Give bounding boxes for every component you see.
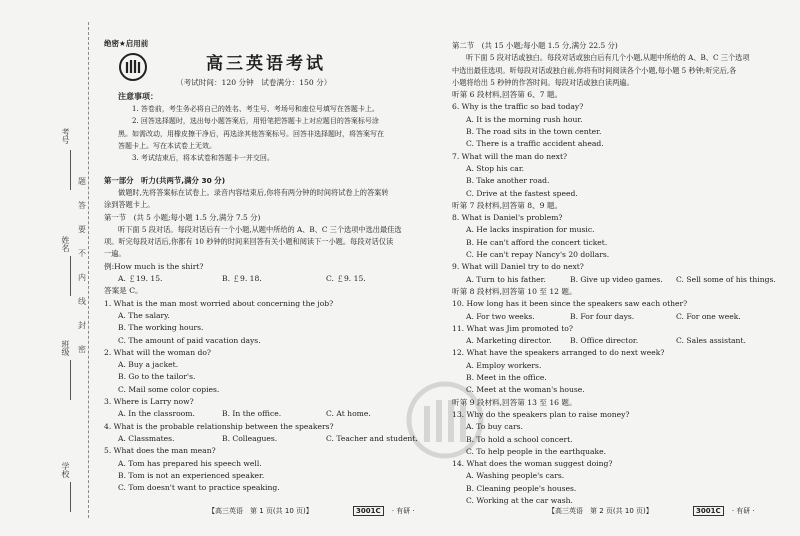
question-4: 4. What is the probable relationship between the speakers?: [104, 421, 334, 431]
option: C. Mail some color copies.: [118, 384, 220, 394]
option: B. To hold a school concert.: [466, 434, 573, 444]
option: A. It is the morning rush hour.: [466, 114, 583, 124]
publisher-tag: · 有研 ·: [731, 507, 755, 515]
option: C. Sales assistant.: [676, 336, 746, 346]
option: C. Working at the car wash.: [466, 495, 573, 505]
option: A. ￡19. 15.: [118, 274, 163, 284]
question-2: 2. What will the woman do?: [104, 347, 212, 357]
question-14: 14. What does the woman suggest doing?: [452, 459, 613, 469]
name-label: 姓名: [61, 236, 70, 252]
option: A. For two weeks.: [466, 311, 535, 321]
question-10-options: [452, 311, 792, 323]
question-11-options: [452, 335, 792, 347]
publisher-tag: · 有研 ·: [391, 507, 415, 515]
seal-char: 答: [78, 201, 86, 210]
question-6: 6. Why is the traffic so bad today?: [452, 102, 584, 112]
section1-heading: 第一节 (共 5 小题;每小题 1.5 分,满分 7.5 分): [104, 212, 261, 222]
option: C. The amount of paid vacation days.: [118, 335, 261, 345]
option: C. Tom doesn't want to practice speaking.: [118, 483, 280, 493]
question-12: 12. What have the speakers arranged to do next week?: [452, 348, 665, 358]
page-title: 高三英语考试: [206, 54, 326, 75]
option: C. Drive at the fastest speed.: [466, 188, 578, 198]
page-footer-left: [208, 506, 415, 516]
left-page: [104, 38, 440, 494]
section2-desc: 中选出最佳选项。听每段对话或独白前,你将有时间阅读各个小题,每小题 5 秒钟;听完后,各: [452, 65, 737, 75]
question-8: 8. What is Daniel's problem?: [452, 213, 563, 223]
notice-line: 3. 考试结束后，将本试卷和答题卡一并交回。: [132, 154, 274, 163]
option: A. The salary.: [118, 310, 170, 320]
section2-desc: 小题将给出 5 秒钟的作答时间。每段对话或独白读两遍。: [452, 77, 634, 87]
option: C. There is a traffic accident ahead.: [466, 139, 604, 149]
example-question: 例:How much is the shirt?: [104, 261, 204, 271]
paper-code: 3001C: [693, 506, 724, 516]
seal-char: 要: [78, 225, 86, 234]
option: B. The working hours.: [118, 323, 204, 333]
option: B. Colleagues.: [222, 433, 278, 443]
exam-no-label: 考号: [61, 128, 70, 144]
seal-char: 密: [78, 345, 86, 354]
option: B. Give up video games.: [570, 274, 663, 284]
option: C. ￡9. 15.: [326, 274, 366, 284]
section1-desc: 一遍。: [104, 249, 126, 259]
question-9: 9. What will Daniel try to do next?: [452, 262, 584, 272]
material-note: 听第 9 段材料,回答第 13 至 16 题。: [452, 397, 577, 407]
option: A. Employ workers.: [466, 360, 542, 370]
material-note: 听第 8 段材料,回答第 10 至 12 题。: [452, 286, 577, 296]
exam-meta: （考试时间：120 分钟 试卷满分：150 分）: [176, 77, 332, 87]
question-4-options: [104, 433, 440, 445]
notice-line: 1. 答卷前，考生务必将自己的姓名、考生号、考场号和座位号填写在答题卡上。: [132, 105, 379, 114]
option: A. Turn to his father.: [466, 274, 546, 284]
binding-gutter: [0, 0, 96, 536]
option: A. Classmates.: [118, 433, 175, 443]
option: B. Cleaning people's houses.: [466, 483, 577, 493]
option: A. Washing people's cars.: [466, 471, 565, 481]
material-note: 听第 7 段材料,回答第 8、9 题。: [452, 200, 563, 210]
top-secret-label: 绝密★启用前: [104, 39, 149, 48]
notice-line: 2. 回答选择题时，选出每小题答案后，用铅笔把答题卡上对应题目的答案标号涂: [132, 117, 379, 126]
question-9-options: [452, 274, 792, 286]
page-number: 【高三英语 第 2 页(共 10 页)】: [548, 507, 653, 515]
section2-heading: 第二节 (共 15 小题;每小题 1.5 分,满分 22.5 分): [452, 41, 618, 50]
seal-char: 题: [78, 177, 86, 186]
notice-title: 注意事项：: [118, 91, 158, 101]
question-13: 13. Why do the speakers plan to raise money?: [452, 409, 630, 419]
question-11: 11. What was Jim promoted to?: [452, 323, 573, 333]
option: C. Meet at the woman's house.: [466, 385, 585, 395]
question-1: 1. What is the man most worried about concerning the job?: [104, 298, 334, 308]
part1-heading: 第一部分 听力(共两节,满分 30 分): [104, 175, 226, 185]
material-note: 听第 6 段材料,回答第 6、7 题。: [452, 90, 563, 100]
question-7: 7. What will the man do next?: [452, 151, 568, 161]
option: C. He can't repay Nancy's 20 dollars.: [466, 250, 610, 260]
section2-desc: 听下面 5 段对话或独白。每段对话或独白后有几个小题,从题中所给的 A、B、C 三个选项: [466, 53, 750, 63]
name-underline: [70, 256, 71, 296]
option: B. ￡9. 18.: [222, 274, 262, 284]
option: A. In the classroom.: [118, 409, 195, 419]
option: A. Buy a jacket.: [118, 360, 179, 370]
section1-desc: 听下面 5 段对话。每段对话后有一个小题,从题中所给的 A、B、C 三个选项中选出最佳选: [118, 224, 402, 234]
seal-char: 内: [78, 273, 86, 282]
option: A. Tom has prepared his speech well.: [118, 458, 262, 468]
option: A. To buy cars.: [466, 422, 523, 432]
seal-line: [88, 22, 89, 518]
option: C. Teacher and student.: [326, 433, 418, 443]
option: B. In the office.: [222, 409, 282, 419]
option: B. Take another road.: [466, 176, 550, 186]
option: B. Tom is not an experienced speaker.: [118, 470, 265, 480]
seal-char: 线: [78, 297, 86, 306]
notice-line: 答题卡上。写在本试卷上无效。: [118, 142, 216, 151]
option: C. At home.: [326, 409, 371, 419]
option: C. Sell some of his things.: [676, 274, 776, 284]
school-label: 学校: [61, 462, 70, 478]
option: A. Marketing director.: [466, 336, 552, 346]
question-3-options: [104, 408, 440, 420]
question-3: 3. Where is Larry now?: [104, 397, 194, 407]
example-options: [104, 273, 440, 285]
option: B. He can't afford the concert ticket.: [466, 237, 608, 247]
option: C. To help people in the earthquake.: [466, 446, 607, 456]
example-answer: 答案是 C。: [104, 286, 143, 296]
seal-char: 封: [78, 321, 86, 330]
paper-code: 3001C: [353, 506, 384, 516]
class-underline: [70, 360, 71, 400]
notice-line: 黑。如需改动，用橡皮擦干净后，再选涂其他答案标号。回答非选择题时，将答案写在: [118, 129, 384, 138]
option: B. The road sits in the town center.: [466, 127, 602, 137]
option: B. Office director.: [570, 336, 639, 346]
option: A. He lacks inspiration for music.: [466, 225, 595, 235]
right-page: [452, 40, 792, 507]
question-10: 10. How long has it been since the speakers saw each other?: [452, 299, 688, 309]
option: A. Stop his car.: [466, 163, 525, 173]
school-underline: [70, 482, 71, 512]
part1-desc: 做题时,先将答案标在试卷上。录音内容结束后,你将有两分钟的时间将试卷上的答案转: [118, 187, 389, 197]
section1-desc: 项。听完每段对话后,你都有 10 秒钟的时间来回答有关小题和阅读下一小题。每段对话仅读: [104, 237, 394, 247]
option: B. Go to the tailor's.: [118, 372, 196, 382]
page-number: 【高三英语 第 1 页(共 10 页)】: [208, 507, 313, 515]
part1-desc: 涂到答题卡上。: [104, 200, 155, 210]
seal-char: 不: [78, 249, 86, 258]
option: B. For four days.: [570, 311, 635, 321]
page-footer-right: [548, 506, 755, 516]
class-label: 班级: [61, 340, 70, 356]
option: C. For one week.: [676, 311, 741, 321]
exam-no-underline: [70, 150, 71, 190]
question-5: 5. What does the man mean?: [104, 446, 216, 456]
option: B. Meet in the office.: [466, 373, 547, 383]
